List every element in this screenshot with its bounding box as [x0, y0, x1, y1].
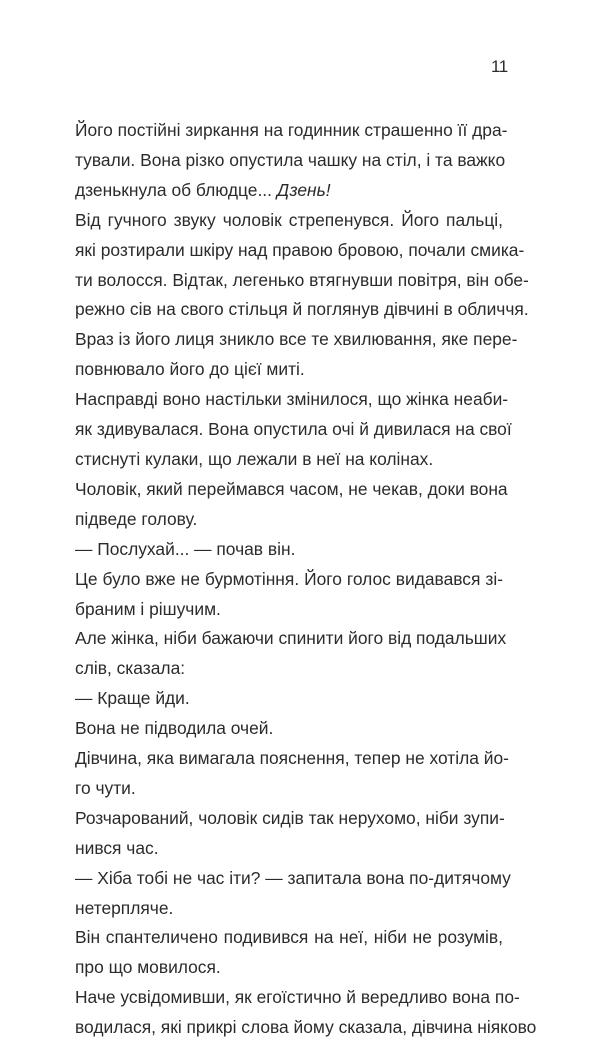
- paragraph: [75, 684, 503, 714]
- text-line: Але жінка, ніби бажаючи спинити його від подальших: [75, 628, 507, 649]
- text-line: нетерпляче.: [75, 897, 174, 918]
- paragraph: [75, 923, 503, 983]
- paragraph: [75, 206, 529, 385]
- text-line: Дівчина, яка вимагала пояснення, тепер не хотіла йо-: [75, 748, 509, 769]
- text-line: тували. Вона різко опустила чашку на стіл, і та важко: [75, 149, 506, 170]
- text-line: Чоловік, який переймався часом, не чекав, доки вона: [75, 478, 508, 499]
- text-line: ти волосся. Відтак, легенько втягнувши повітря, він обе-: [75, 269, 529, 290]
- text-fragment: дзенькнула об блюдце...: [75, 179, 277, 200]
- text-line: нився час.: [75, 837, 159, 858]
- paragraph: [75, 565, 503, 625]
- text-line: водилася, які прикрі слова йому сказала, дівчина ніяково: [75, 1017, 537, 1038]
- text-line: повнювало його до цієї миті.: [75, 359, 305, 380]
- paragraph: [75, 804, 503, 864]
- text-line: Наче усвідомивши, як егоїстично й вередливо вона по-: [75, 987, 520, 1008]
- text-line: стиснуті кулаки, що лежали в неї на колінах.: [75, 448, 434, 469]
- italic-fragment: Дзень!: [276, 179, 331, 200]
- text-line: — Краще йди.: [75, 688, 190, 709]
- text-line: — Хіба тобі не час іти? — запитала вона по-дитячому: [75, 867, 511, 888]
- paragraph: [75, 864, 511, 924]
- paragraph: [75, 714, 503, 744]
- text-line: Це було вже не бурмотіння. Його голос видавався зі-: [75, 568, 503, 589]
- text-line: Розчарований, чоловік сидів так нерухомо, ніби зупи-: [75, 807, 505, 828]
- text-line: слів, сказала:: [75, 658, 186, 679]
- paragraph: [75, 535, 503, 565]
- text-line: як здивувалася. Вона опустила очі й дивилася на свої: [75, 419, 512, 440]
- text-line: го чути.: [75, 777, 136, 798]
- body-text: [75, 116, 537, 1043]
- text-line: режно сів на свого стільця й поглянув дівчині в обличчя.: [75, 299, 529, 320]
- text-line: Вона не підводила очей.: [75, 718, 274, 739]
- text-line: Насправді воно настільки змінилося, що жінка неаби-: [75, 389, 509, 410]
- paragraph: [75, 116, 508, 206]
- paragraph: [75, 475, 508, 535]
- text-line: браним і рішучим.: [75, 598, 221, 619]
- paragraph: [75, 385, 512, 475]
- page-number: 11: [491, 57, 508, 76]
- text-line: які розтирали шкіру над правою бровою, почали смика-: [75, 239, 525, 260]
- text-line: підведе голову.: [75, 508, 198, 529]
- text-line: про що мовилося.: [75, 957, 221, 978]
- text-line: Від гучного звуку чоловік стрепенувся. Його пальці,: [75, 209, 503, 230]
- paragraph: [75, 744, 509, 804]
- text-line: Враз із його лиця зникло все те хвилювання, яке пере-: [75, 329, 518, 350]
- paragraph: [75, 624, 507, 684]
- text-line: Його постійні зиркання на годинник страшенно її дра-: [75, 120, 508, 140]
- text-line: — Послухай... — почав він.: [75, 538, 296, 559]
- text-line: Він спантеличено подивився на неї, ніби не розумів,: [75, 927, 503, 948]
- text-line: [75, 176, 503, 206]
- paragraph: [75, 983, 537, 1043]
